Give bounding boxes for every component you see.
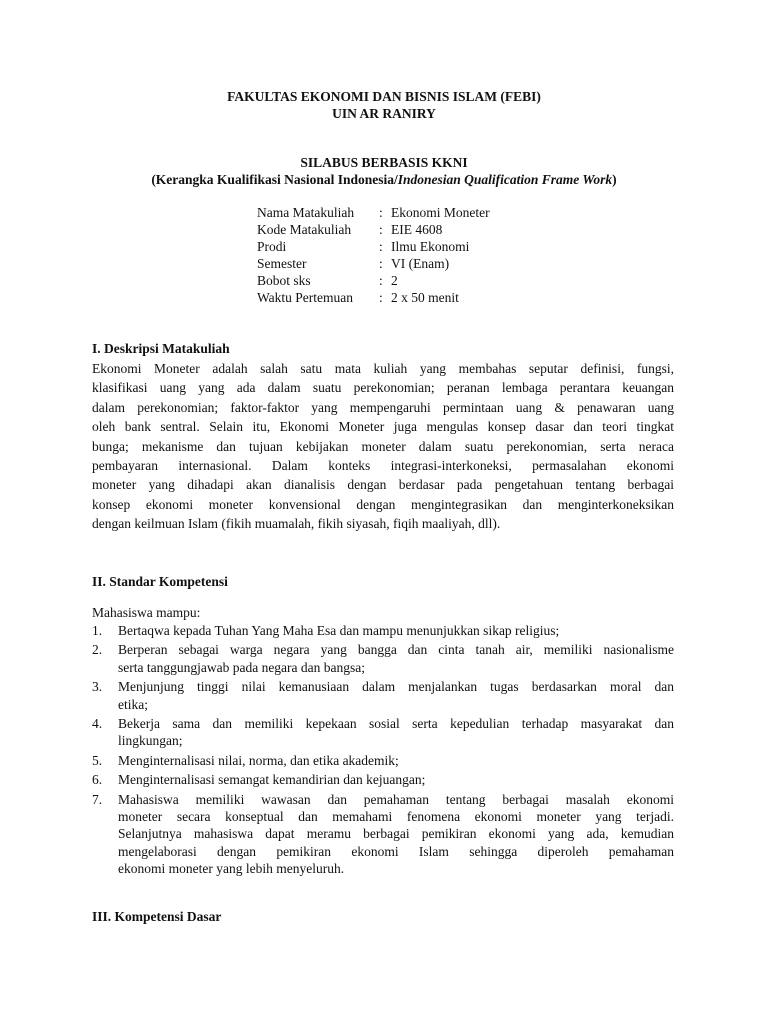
list-item-line: Selanjutnya mahasiswa dapat meramu berbagai pemikiran ekonomi yang ada, kemudian xyxy=(118,826,674,842)
course-info-value: EIE 4608 xyxy=(391,222,443,237)
list-item-line: Mahasiswa memiliki wawasan dan pemahaman tentang berbagai masalah ekonomi xyxy=(118,791,674,807)
course-info-value: 2 x 50 menit xyxy=(391,290,459,305)
section-competency-title: II. Standar Kompetensi xyxy=(92,574,228,589)
description-line: dengan keilmuan Islam (fikih muamalah, fikih siyasah, fiqih maaliyah, dll). xyxy=(92,516,501,532)
syllabus-title: SILABUS BERBASIS KKNI xyxy=(300,155,468,170)
list-item-number: 1. xyxy=(92,623,103,638)
list-item xyxy=(92,641,674,676)
subtitle-english: Indonesian Qualification Frame Work xyxy=(397,172,613,187)
description-line: konsep ekonomi moneter konvensional dengan mengintegrasikan dan menginterkoneksikan xyxy=(92,496,674,512)
list-item-number: 5. xyxy=(92,752,103,768)
section-description-title: I. Deskripsi Matakuliah xyxy=(92,341,230,356)
list-item-line: Berperan sebagai warga negara yang bangga dan cinta tanah air, memiliki nasionalisme xyxy=(118,642,674,658)
course-info-value: Ilmu Ekonomi xyxy=(391,239,470,254)
subtitle-indonesian: (Kerangka Kualifikasi Nasional Indonesia/ xyxy=(151,172,398,187)
course-info-colon: : xyxy=(379,239,383,254)
course-info-colon: : xyxy=(379,222,383,237)
competency-intro: Mahasiswa mampu: xyxy=(92,605,201,620)
list-item-line: Bertaqwa kepada Tuhan Yang Maha Esa dan mampu menunjukkan sikap religius; xyxy=(118,623,560,638)
description-line: oleh bank sentral. Selain itu, Ekonomi Moneter juga mengulas konsep dasar dan teori tingkat xyxy=(92,419,674,435)
course-info-label: Nama Matakuliah xyxy=(257,205,355,220)
course-info-colon: : xyxy=(379,290,383,305)
list-item xyxy=(92,771,674,788)
section-basic-competency-title: III. Kompetensi Dasar xyxy=(92,909,222,924)
syllabus-subtitle xyxy=(0,171,768,188)
course-info-value: VI (Enam) xyxy=(391,256,450,271)
list-item-line: etika; xyxy=(118,696,148,712)
course-info-label: Semester xyxy=(257,256,307,271)
course-info-row xyxy=(257,238,490,255)
list-item xyxy=(92,622,674,639)
course-info-row xyxy=(257,221,490,238)
list-item xyxy=(92,791,674,878)
course-description xyxy=(92,359,674,534)
description-line: moneter yang dihadapi akan dianalisis dengan berdasar pada pengetahuan tentang berbagai xyxy=(92,477,674,493)
list-item-line: mengelaborasi dengan pemikiran ekonomi Islam sehingga diperoleh pemahaman xyxy=(118,843,674,859)
course-info-row xyxy=(257,289,490,306)
course-info-row xyxy=(257,204,490,221)
subtitle-close: ) xyxy=(612,172,617,187)
list-item-number: 2. xyxy=(92,642,103,658)
list-item-line: Bekerja sama dan memiliki kepekaan sosial serta kepedulian terhadap masyarakat dan xyxy=(118,716,674,732)
course-info-table xyxy=(257,204,490,306)
list-item-line: serta tanggungjawab pada negara dan bangsa; xyxy=(118,659,366,675)
list-item-line: Menginternalisasi semangat kemandirian dan kejuangan; xyxy=(118,772,426,788)
list-item-line: moneter secara konseptual dan memahami fenomena ekonomi moneter yang terjadi. xyxy=(118,809,674,825)
list-item-line: Menginternalisasi nilai, norma, dan etika akademik; xyxy=(118,752,399,768)
course-info-value: 2 xyxy=(391,273,398,288)
competency-list xyxy=(92,622,674,880)
list-item-line: Menjunjung tinggi nilai kemanusiaan dalam menjalankan tugas berdasarkan moral dan xyxy=(118,679,674,695)
course-info-label: Prodi xyxy=(257,239,287,254)
course-info-row xyxy=(257,272,490,289)
course-info-colon: : xyxy=(379,256,383,271)
list-item-number: 6. xyxy=(92,772,103,788)
list-item-number: 3. xyxy=(92,679,103,695)
description-line: Ekonomi Moneter adalah salah satu mata kuliah yang membahas seputar definisi, fungsi, xyxy=(92,361,674,376)
list-item-number: 4. xyxy=(92,716,103,732)
course-info-colon: : xyxy=(379,273,383,288)
list-item-line: lingkungan; xyxy=(118,733,183,749)
description-line: dalam perekonomian; faktor-faktor yang mempengaruhi permintaan uang & penawaran uang xyxy=(92,399,674,415)
course-info-label: Waktu Pertemuan xyxy=(257,290,354,305)
list-item xyxy=(92,678,674,713)
university-heading: UIN AR RANIRY xyxy=(332,106,436,121)
description-line: klasifikasi uang yang ada dalam suatu perekonomian; peranan lembaga perantara keuangan xyxy=(92,380,674,396)
course-info-label: Bobot sks xyxy=(257,273,311,288)
list-item xyxy=(92,715,674,750)
list-item-number: 7. xyxy=(92,791,103,807)
course-info-colon: : xyxy=(379,205,383,220)
faculty-heading: FAKULTAS EKONOMI DAN BISNIS ISLAM (FEBI) xyxy=(227,89,541,104)
course-info-value: Ekonomi Moneter xyxy=(391,205,490,220)
description-line: bunga; mekanisme dan tujuan kebijakan moneter dalam suatu perekonomian, serta neraca xyxy=(92,438,674,454)
description-line: pembayaran internasional. Dalam konteks integrasi-interkoneksi, permasalahan ekonomi xyxy=(92,458,674,474)
list-item-line: ekonomi moneter yang lebih menyeluruh. xyxy=(118,861,345,877)
list-item xyxy=(92,752,674,769)
course-info-label: Kode Matakuliah xyxy=(257,222,352,237)
course-info-row xyxy=(257,255,490,272)
